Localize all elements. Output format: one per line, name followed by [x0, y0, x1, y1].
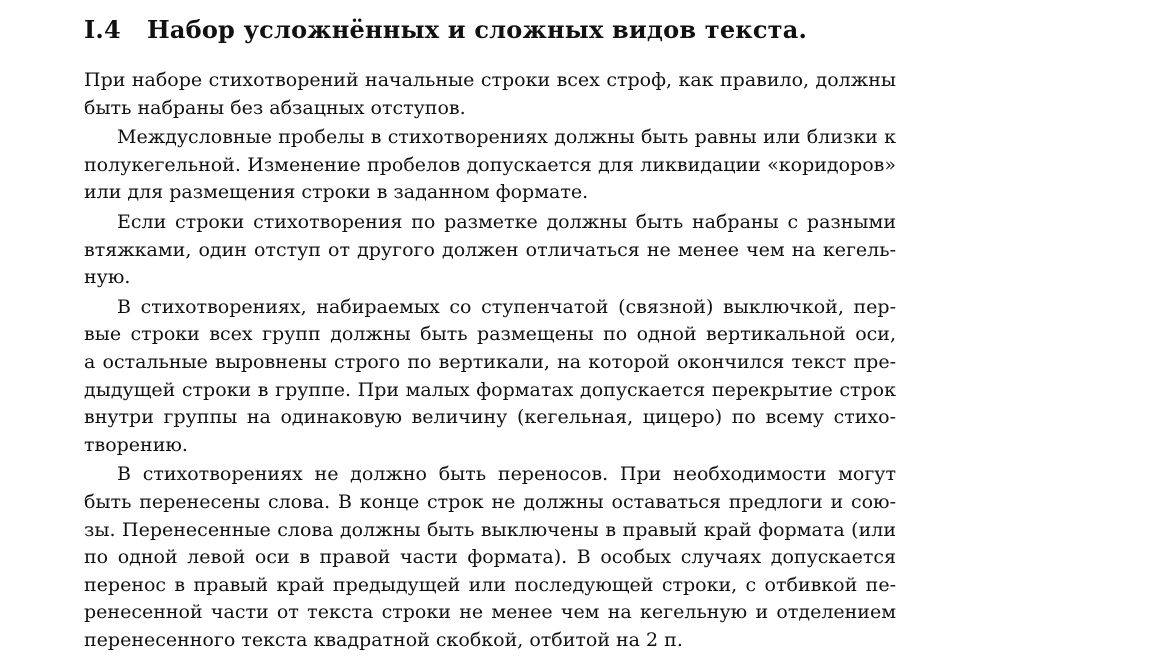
- paragraph: [84, 461, 896, 654]
- document-page: [84, 12, 896, 656]
- text-line: творению.: [84, 433, 188, 456]
- text-line: ренесенной части от текста строки не менее чем на кегельную и отделением: [84, 601, 896, 624]
- body-text: [84, 67, 896, 654]
- text-line: дыдущей строки в группе. При малых форматах допускается перекрытие строк: [84, 378, 896, 401]
- text-line: быть перенесены слова. В конце строк не должны оставаться предлоги и сою-: [84, 490, 896, 513]
- text-line: ную.: [84, 266, 131, 289]
- text-line: а остальные выровнены строго по вертикали, на которой окончился текст пре-: [84, 350, 896, 373]
- text-line: перенос в правый край предыдущей или последующей строки, с отбивкой пе-: [84, 573, 896, 596]
- text-line: вые строки всех групп должны быть размещены по одной вертикальной оси,: [84, 323, 896, 346]
- section-title: Набор усложнённых и сложных видов текста.: [147, 15, 808, 44]
- text-line: При наборе стихотворений начальные строки всех строф, как правило, должны: [84, 69, 896, 91]
- text-line: перенесенного текста квадратной скобкой, отбитой на 2 п.: [84, 628, 683, 651]
- text-line: зы. Перенесенные слова должны быть выключены в правый край формата (или: [84, 518, 896, 541]
- paragraph: [84, 124, 896, 207]
- paragraph: [84, 209, 896, 292]
- section-heading: [84, 12, 896, 48]
- text-line: внутри группы на одинаковую величину (кегельная, цицеро) по всему стихо-: [84, 406, 896, 429]
- text-line: Междусловные пробелы в стихотворениях должны быть равны или близки к: [117, 126, 896, 149]
- paragraph: [84, 67, 896, 122]
- paragraph: [84, 294, 896, 460]
- section-number: I.4: [84, 15, 121, 44]
- text-line: Если строки стихотворения по разметке должны быть набраны с разными: [117, 210, 896, 233]
- text-line: В стихотворениях, набираемых со ступенчатой (связной) выключкой, пер-: [117, 295, 896, 318]
- text-line: по одной левой оси в правой части формата). В особых случаях допускается: [84, 546, 896, 569]
- text-line: втяжками, один отступ от другого должен отличаться не менее чем на кегель-: [84, 238, 896, 261]
- text-line: В стихотворениях не должно быть переносов. При необходимости могут: [117, 463, 896, 486]
- text-line: быть набраны без абзацных отступов.: [84, 96, 466, 119]
- text-line: полукегельной. Изменение пробелов допускается для ликвидации «коридоров»: [84, 153, 896, 176]
- text-line: или для размещения строки в заданном формате.: [84, 181, 589, 204]
